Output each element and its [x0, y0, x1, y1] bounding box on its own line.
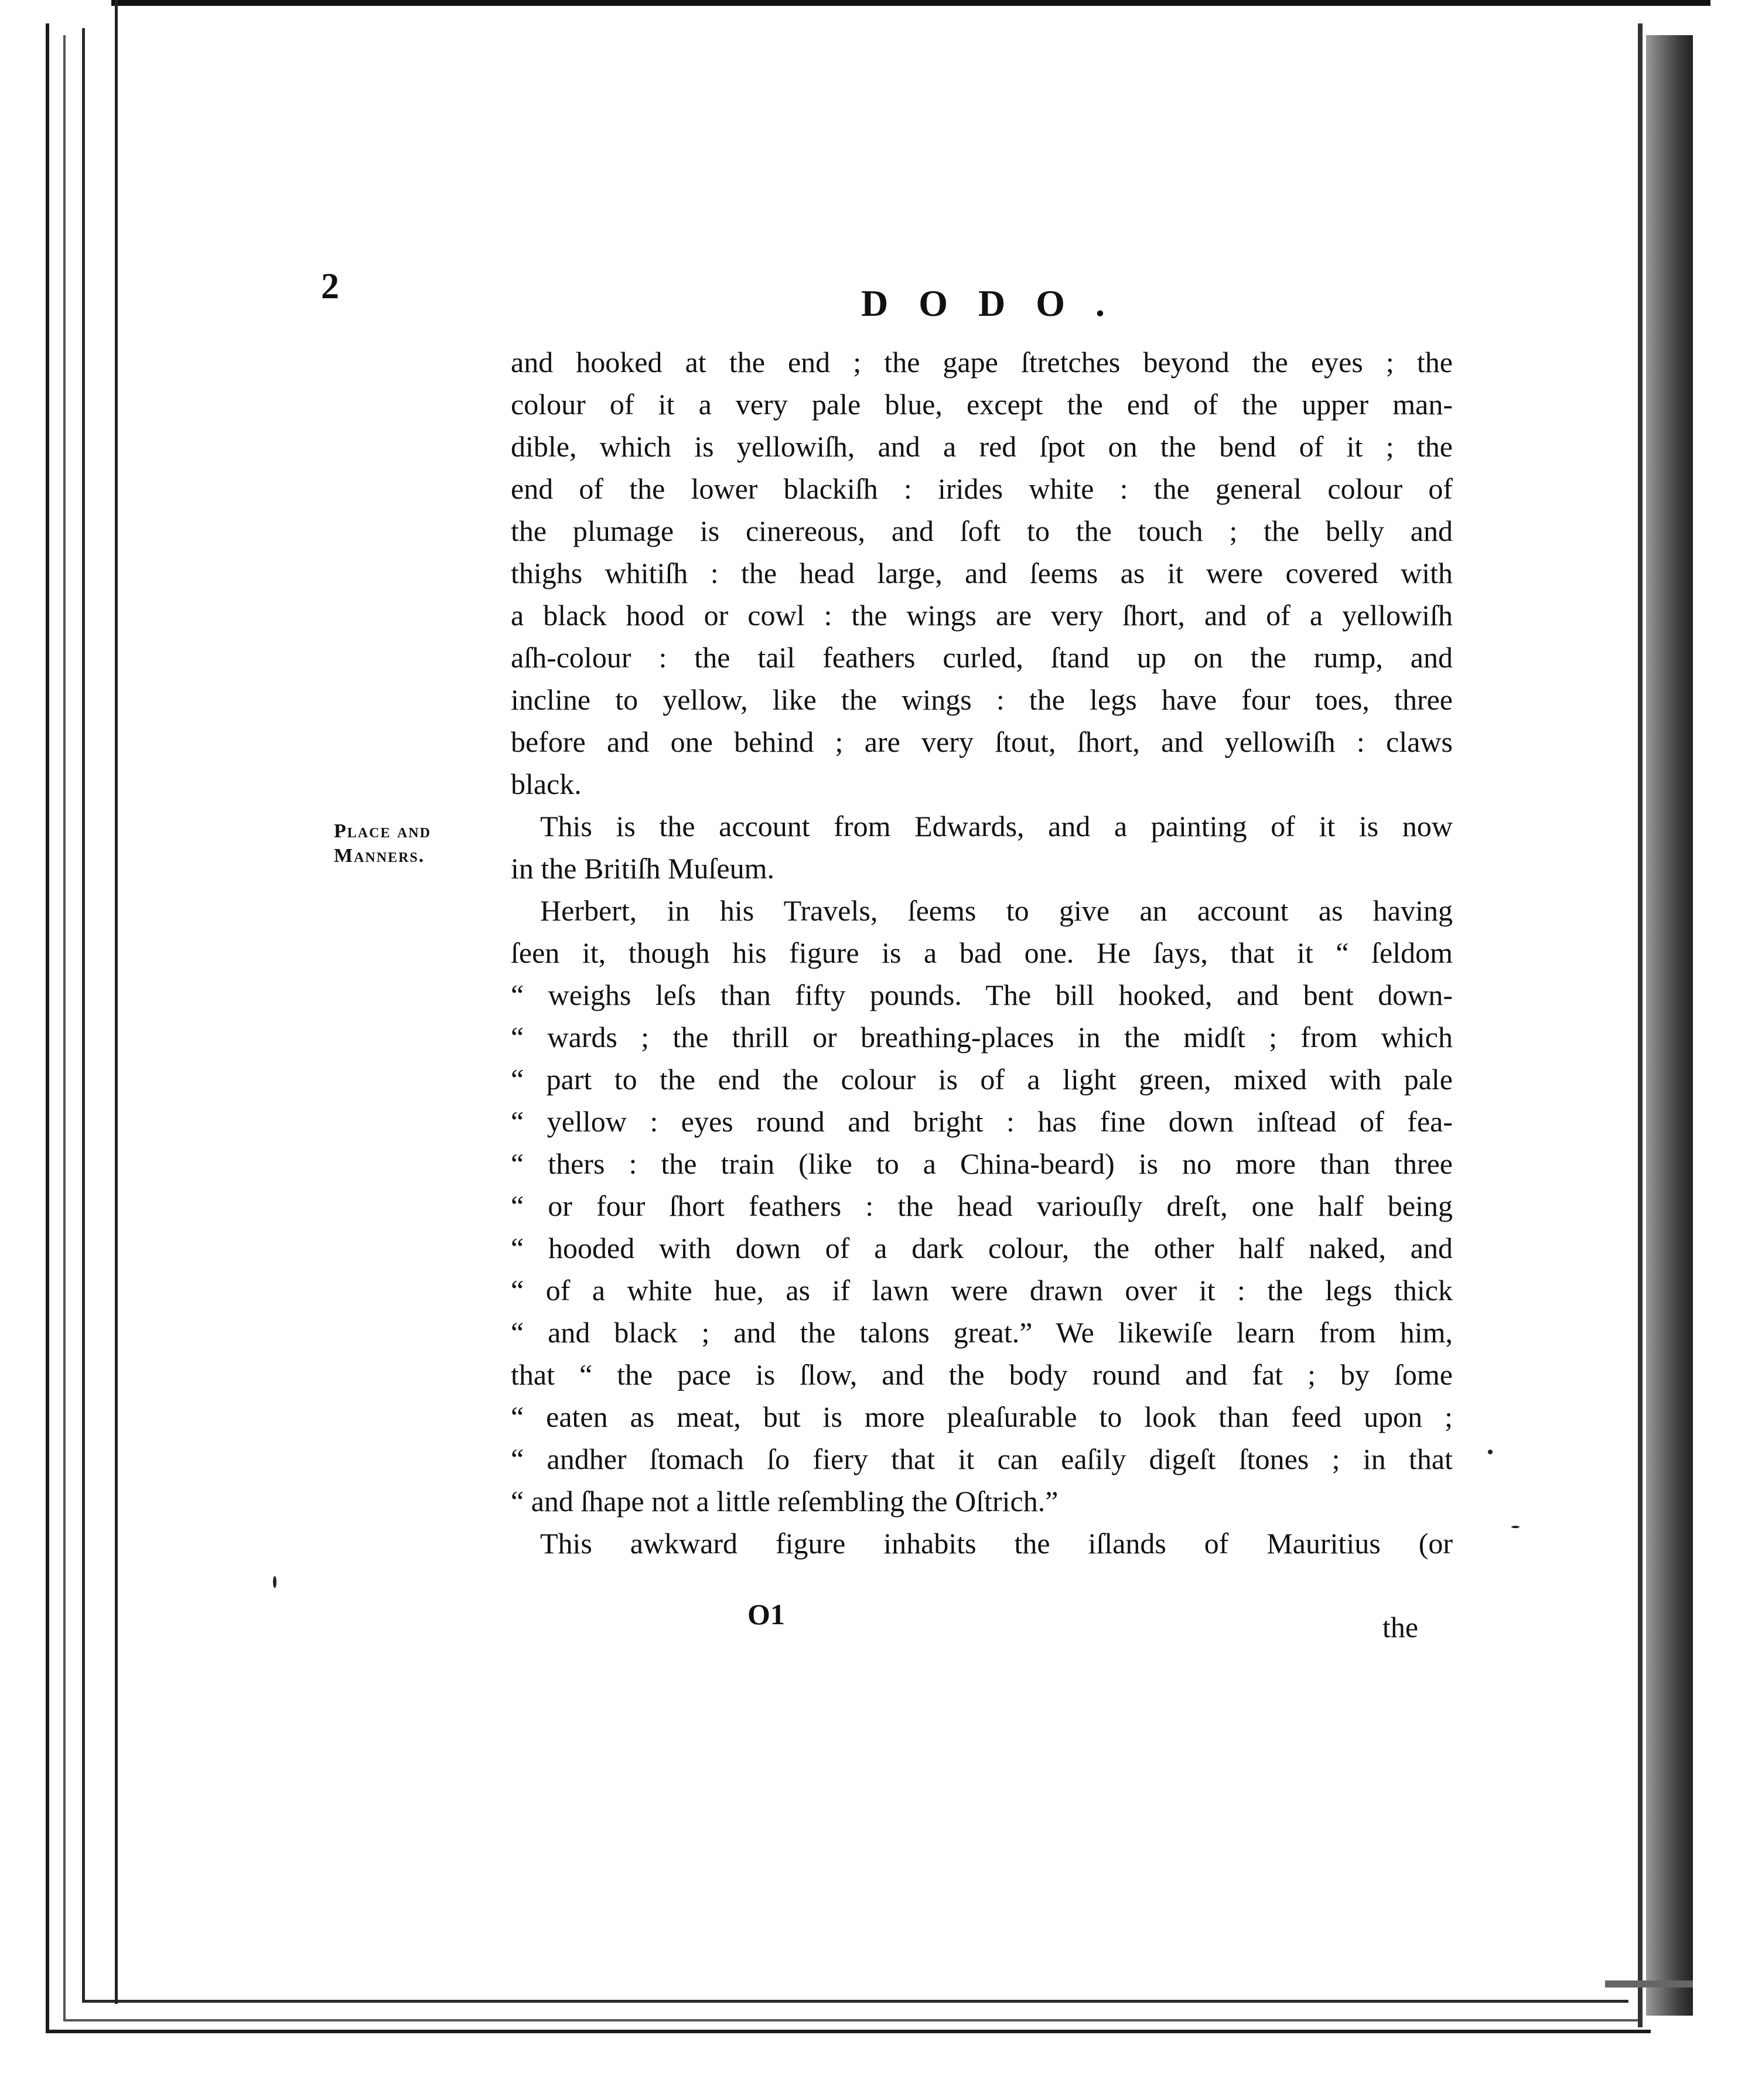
body-text	[511, 341, 1453, 1564]
marginal-note-line: Manners.	[334, 845, 425, 867]
text-line: “ weighs leſs than fifty pounds. The bill hooked, and bent down-	[511, 979, 1453, 1011]
text-line: in the Britiſh Muſeum.	[511, 852, 774, 885]
text-line: “ and black ; and the talons great.” We likewiſe learn from him,	[511, 1316, 1453, 1349]
text-line: “ part to the end the colour is of a light green, mixed with pale	[511, 1063, 1453, 1096]
page-corner-shadow	[1605, 1980, 1693, 1988]
text-line: thighs whitiſh : the head large, and ſeems as it were covered with	[511, 557, 1453, 589]
gutter-shadow	[1646, 35, 1693, 2016]
text-line: “ wards ; the thrill or breathing-places in the midſt ; from which	[511, 1021, 1453, 1054]
text-line: This is the account from Edwards, and a painting of it is now	[540, 810, 1453, 843]
text-line: and hooked at the end ; the gape ſtretches beyond the eyes ; the	[511, 346, 1453, 379]
text-line: black.	[511, 768, 582, 800]
text-line: “ hooded with down of a dark colour, the other half naked, and	[511, 1232, 1453, 1264]
marginal-note	[334, 819, 431, 868]
text-line: end of the lower blackiſh : irides white : the general colour of	[511, 472, 1453, 505]
scan-speck	[273, 1576, 276, 1588]
text-line: a black hood or cowl : the wings are very ſhort, and of a yellowiſh	[511, 599, 1453, 632]
text-line: “ eaten as meat, but is more pleaſurable to look than feed upon ;	[511, 1400, 1453, 1433]
marginal-note-line: Place and	[334, 820, 431, 842]
page-right-edge	[1638, 23, 1643, 2027]
text-line: “ yellow : eyes round and bright : has fine down inſtead of fea-	[511, 1105, 1453, 1138]
text-line: This awkward figure inhabits the iſlands of Mauritius (or	[540, 1527, 1453, 1560]
text-line: dible, which is yellowiſh, and a red ſpot on the bend of it ; the	[511, 430, 1453, 463]
page-number: 2	[321, 267, 339, 306]
text-line: Herbert, in his Travels, ſeems to give an account as having	[540, 894, 1453, 927]
text-line: ſeen it, though his figure is a bad one. He ſays, that it “ ſeldom	[511, 936, 1453, 969]
text-line: “ thers : the train (like to a China-beard) is no more than three	[511, 1147, 1453, 1180]
text-line: before and one behind ; are very ſtout, ſhort, and yellowiſh : claws	[511, 725, 1453, 758]
text-line: aſh-colour : the tail feathers curled, ſtand up on the rump, and	[511, 641, 1453, 674]
text-line: “ of a white hue, as if lawn were drawn over it : the legs thick	[511, 1274, 1453, 1307]
text-line: colour of it a very pale blue, except the end of the upper man-	[511, 388, 1453, 421]
catchword: the	[1382, 1611, 1419, 1644]
text-line: “ and ſhape not a little reſembling the Oſtrich.”	[511, 1485, 1059, 1518]
signature-mark: O1	[747, 1598, 785, 1631]
scan-speck	[1488, 1450, 1493, 1454]
text-line: “ or four ſhort feathers : the head variouſly dreſt, one half being	[511, 1189, 1453, 1222]
text-line: the plumage is cinereous, and ſoft to the touch ; the belly and	[511, 514, 1453, 547]
running-head: DODO.	[861, 282, 1135, 324]
scan-speck	[1511, 1526, 1520, 1528]
text-line: “ andher ſtomach ſo fiery that it can eaſily digeſt ſtones ; in that	[511, 1443, 1453, 1475]
binding-edge	[115, 0, 118, 2004]
text-line: that “ the pace is ſlow, and the body round and fat ; by ſome	[511, 1358, 1453, 1391]
scan-border-top	[111, 0, 1710, 6]
text-line: incline to yellow, like the wings : the legs have four toes, three	[511, 683, 1453, 716]
